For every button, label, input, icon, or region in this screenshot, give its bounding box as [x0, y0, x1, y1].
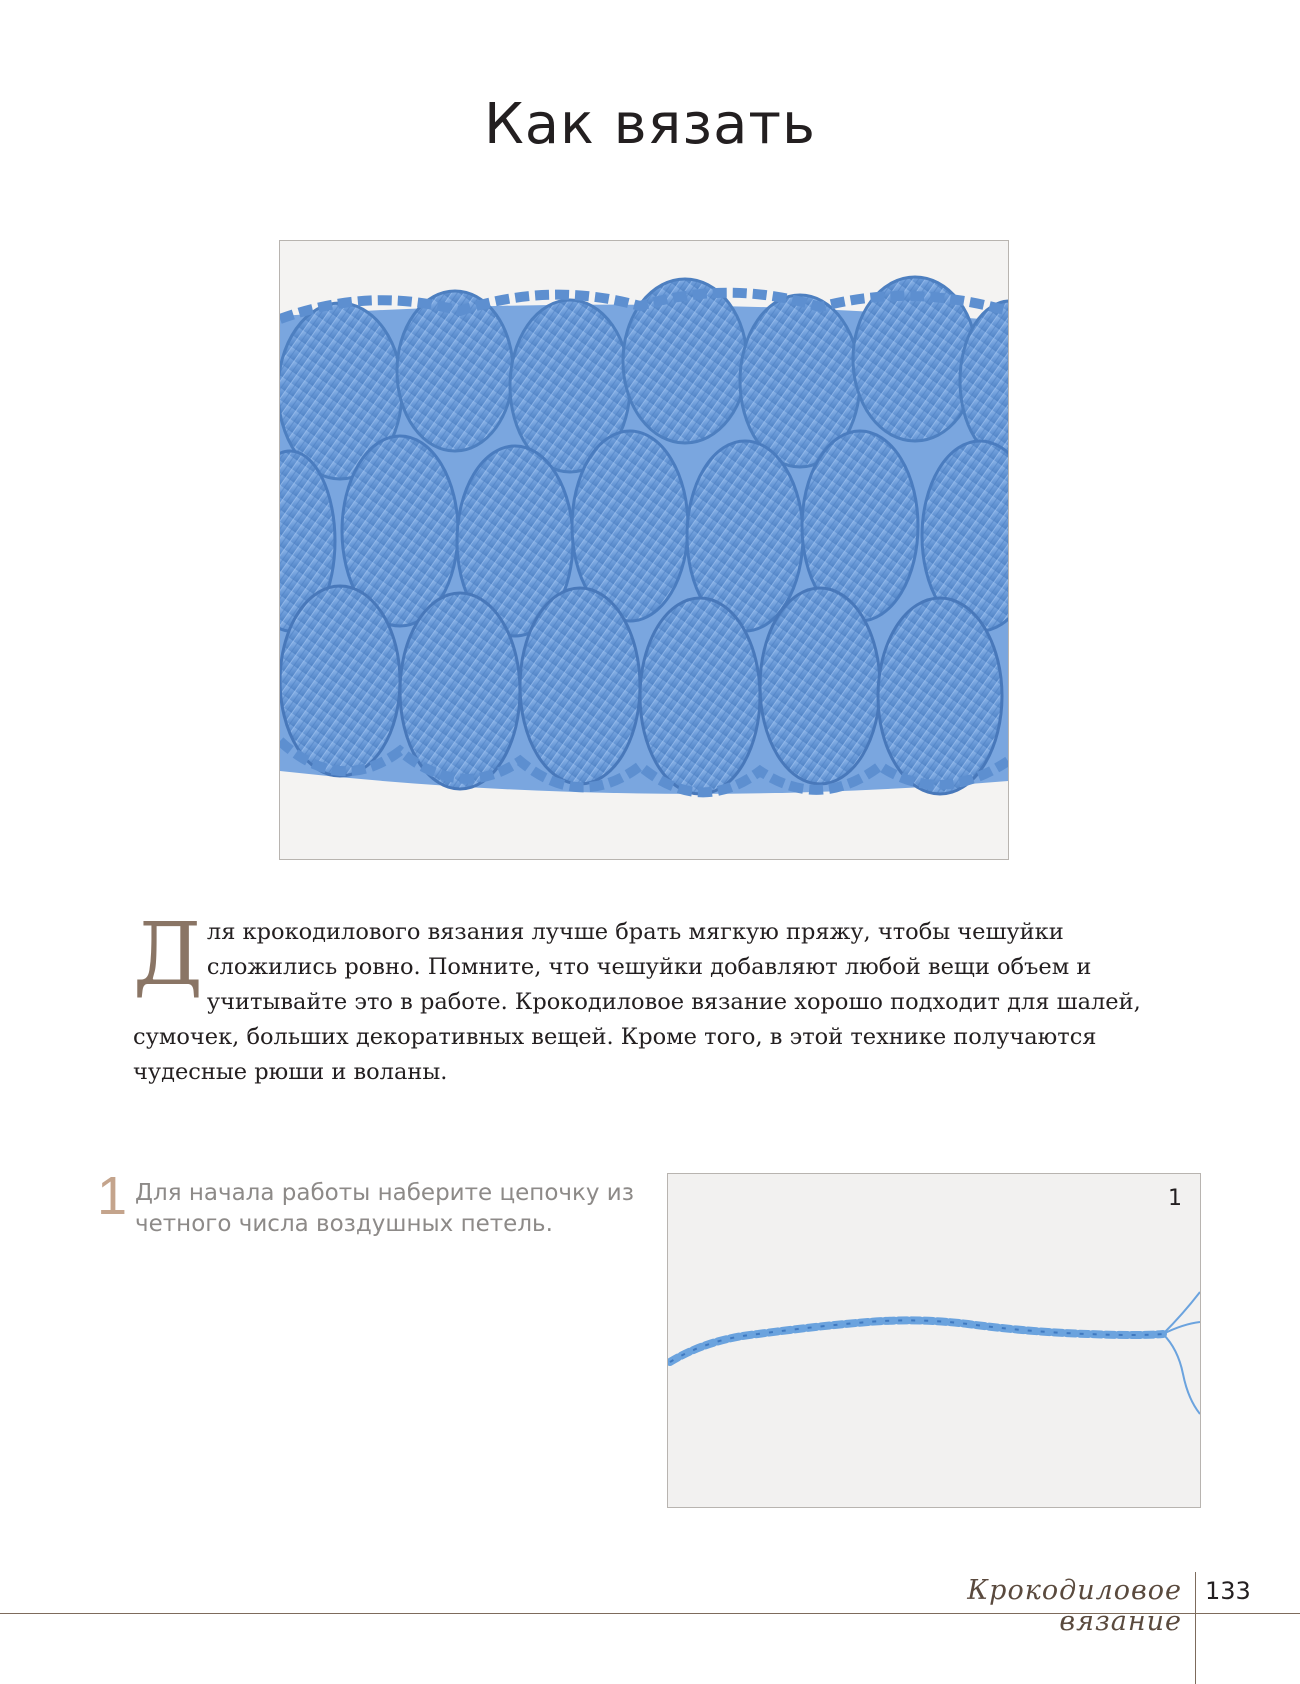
chain-illustration	[668, 1174, 1200, 1507]
step-photo-label: 1	[1168, 1186, 1182, 1211]
footer-divider	[1195, 1572, 1196, 1684]
step-number: 1	[97, 1166, 128, 1226]
crocodile-stitch-illustration	[280, 241, 1008, 859]
dropcap: Д	[133, 905, 203, 1005]
crocodile-stitch-photo	[279, 240, 1009, 860]
intro-paragraph	[133, 905, 1168, 1090]
step-1	[97, 1168, 637, 1240]
page-number: 133	[1205, 1577, 1251, 1605]
step-text: Для начала работы наберите цепочку из четного числа воздушных петель.	[135, 1180, 634, 1237]
running-head: Крокодиловое вязание	[967, 1575, 1182, 1637]
intro-text: ля крокодилового вязания лучше брать мягкую пряжу, чтобы чешуйки сложились ровно. Помните, что чешуйки добавляют любой вещи объем и учитывайте это в работе. Крокодиловое вязание хорошо подходит для шалей, сумочек, больших декоративных вещей. Кроме того, в этой технике получаются чудесные рюши и воланы.	[133, 919, 1141, 1085]
page-title: Как вязать	[483, 92, 817, 157]
step-1-photo	[667, 1173, 1201, 1508]
